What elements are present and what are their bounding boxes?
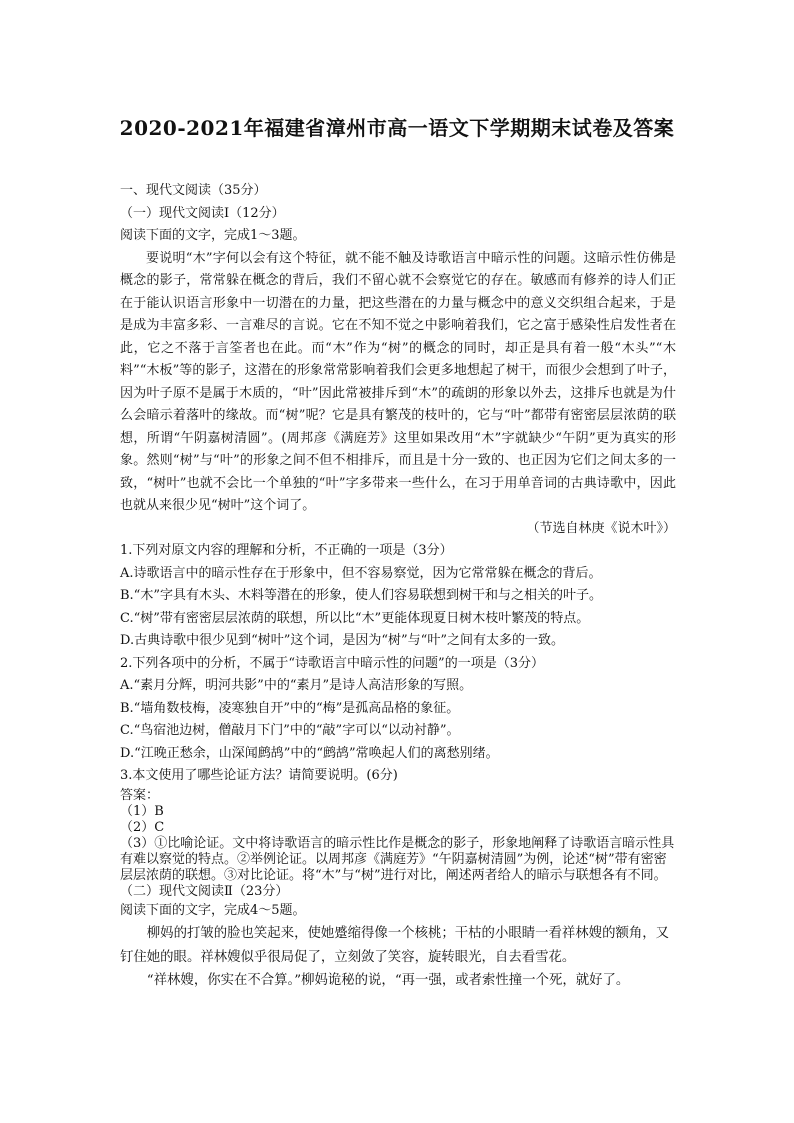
q1-option-d: D.古典诗歌中很少见到“树叶”这个词，是因为“树”与“叶”之间有太多的一致。 (120, 633, 564, 648)
answer-1: （1）B (120, 803, 164, 819)
q2-option-c: C.“鸟宿池边树，僧敲月下门”中的“敲”字可以“以动衬静”。 (120, 723, 460, 738)
part2-paragraph: “祥林嫂，你实在不合算。”柳妈诡秘的说，“再一强，或者索性撞一个死，就好了。 (146, 973, 630, 988)
question-3: 3.本文使用了哪些论证方法？请简要说明。(6分) (120, 768, 398, 783)
part2-heading: （二）现代文阅读Ⅱ（23分） (120, 883, 289, 899)
q1-option-c: C.“树”带有密密层层浓荫的联想，所以比“木”更能体现夏日树木枝叶繁茂的特点。 (120, 610, 590, 626)
q1-option-a: A.诗歌语言中的暗示性存在于形象中，但不容易察觉，因为它常常躲在概念的背后。 (120, 565, 602, 581)
document-title: 2020-2021年福建省漳州市高一语文下学期期末试卷及答案 (119, 116, 675, 141)
q2-option-b: B.“墙角数枝梅，凌寒独自开”中的“梅”是孤高品格的象征。 (120, 700, 460, 716)
answers-block (120, 788, 676, 900)
part1-heading: （一）现代文阅读Ⅰ（12分） (120, 205, 285, 221)
part2-paragraph: 柳妈的打皱的脸也笑起来，使她蹙缩得像一个核桃；干枯的小眼睛一看祥林嫂的额角，又钉住她的眼。祥林嫂似乎很局促了，立刻敛了笑容，旋转眼光，自去看雪花。 (120, 926, 670, 965)
q1-option-b: B.“木”字具有木头、木料等潜在的形象，使人们容易联想到树干和与之相关的叶子。 (120, 588, 602, 603)
answer-2: （2）C (120, 819, 165, 835)
q2-option-a: A.“素月分辉，明河共影”中的“素月”是诗人高洁形象的写照。 (120, 678, 473, 693)
part2-instruction: 阅读下面的文字，完成4～5题。 (120, 902, 306, 918)
q2-option-d: D.“江晚正愁余，山深闻鹧鸪”中的“鹧鸪”常唤起人们的离愁别绪。 (120, 745, 499, 761)
section-heading: 一、现代文阅读（35分） (120, 183, 267, 198)
document-body (120, 180, 676, 993)
passage-source: （节选自林庚《说木叶》） (526, 520, 676, 536)
question-2: 2.下列各项中的分析，不属于“诗歌语言中暗示性的问题”的一项是（3分） (120, 655, 544, 671)
question-1: 1.下列对原文内容的理解和分析，不正确的一项是（3分） (120, 543, 453, 558)
answer-label: 答案： (120, 787, 160, 803)
part1-passage: 要说明“木”字何以会有这个特征，就不能不触及诗歌语言中暗示性的问题。这暗示性仿佛是概念的影子，常常躲在概念的背后，我们不留心就不会察觉它的存在。敏感而有修养的诗人们正在于能认识语言形象中一切潜在的力量，把这些潜在的力量与概念中的意义交织组合起来，于是是成为丰富多彩、一言难尽的言说。它在不知不觉之中影响着我们，它之富于感染性启发性者在此，它之不落于言筌者也在此。而“木”作为“树”的概念的同时，却正是具有着一般“木头”“木料”“木板”等的影子，这潜在的形象常常影响着我们会更多地想起了树干，而很少会想到了叶子，因为叶子原不是属于木质的，“叶”因此常被排斥到“木”的疏朗的形象以外去，这排斥也就是为什么会暗示着落叶的缘故。而“树”呢？它是具有繁茂的枝叶的，它与“叶”都带有密密层层浓荫的联想，所谓“午阴嘉树清圆”。(周邦彦《满庭芳》这里如果改用“木”字就缺少“午阴”更为真实的形象。然则“树”与“叶”的形象之间不但不相排斥，而且是十分一致的、也正因为它们之间太多的一致，“树叶”也就不会比一个单独的“叶”字多带来一些什么，在习于用单音词的古典诗歌中，因此也就从来很少见“树叶”这个词了。 (120, 250, 676, 513)
part1-instruction: 阅读下面的文字，完成1～3题。 (120, 228, 306, 243)
answer-3: （3）①比喻论证。文中将诗歌语言的暗示性比作是概念的影子，形象地阐释了诗歌语言暗示性具有难以察觉的特点。②举例论证。以周邦彦《满庭芳》“午阴嘉树清圆”为例，论述“树”带有密密层层浓荫的联想。③对比论证。将“木”与“树”进行对比，阐述两者给人的暗示与联想各有不同。 (120, 835, 675, 883)
